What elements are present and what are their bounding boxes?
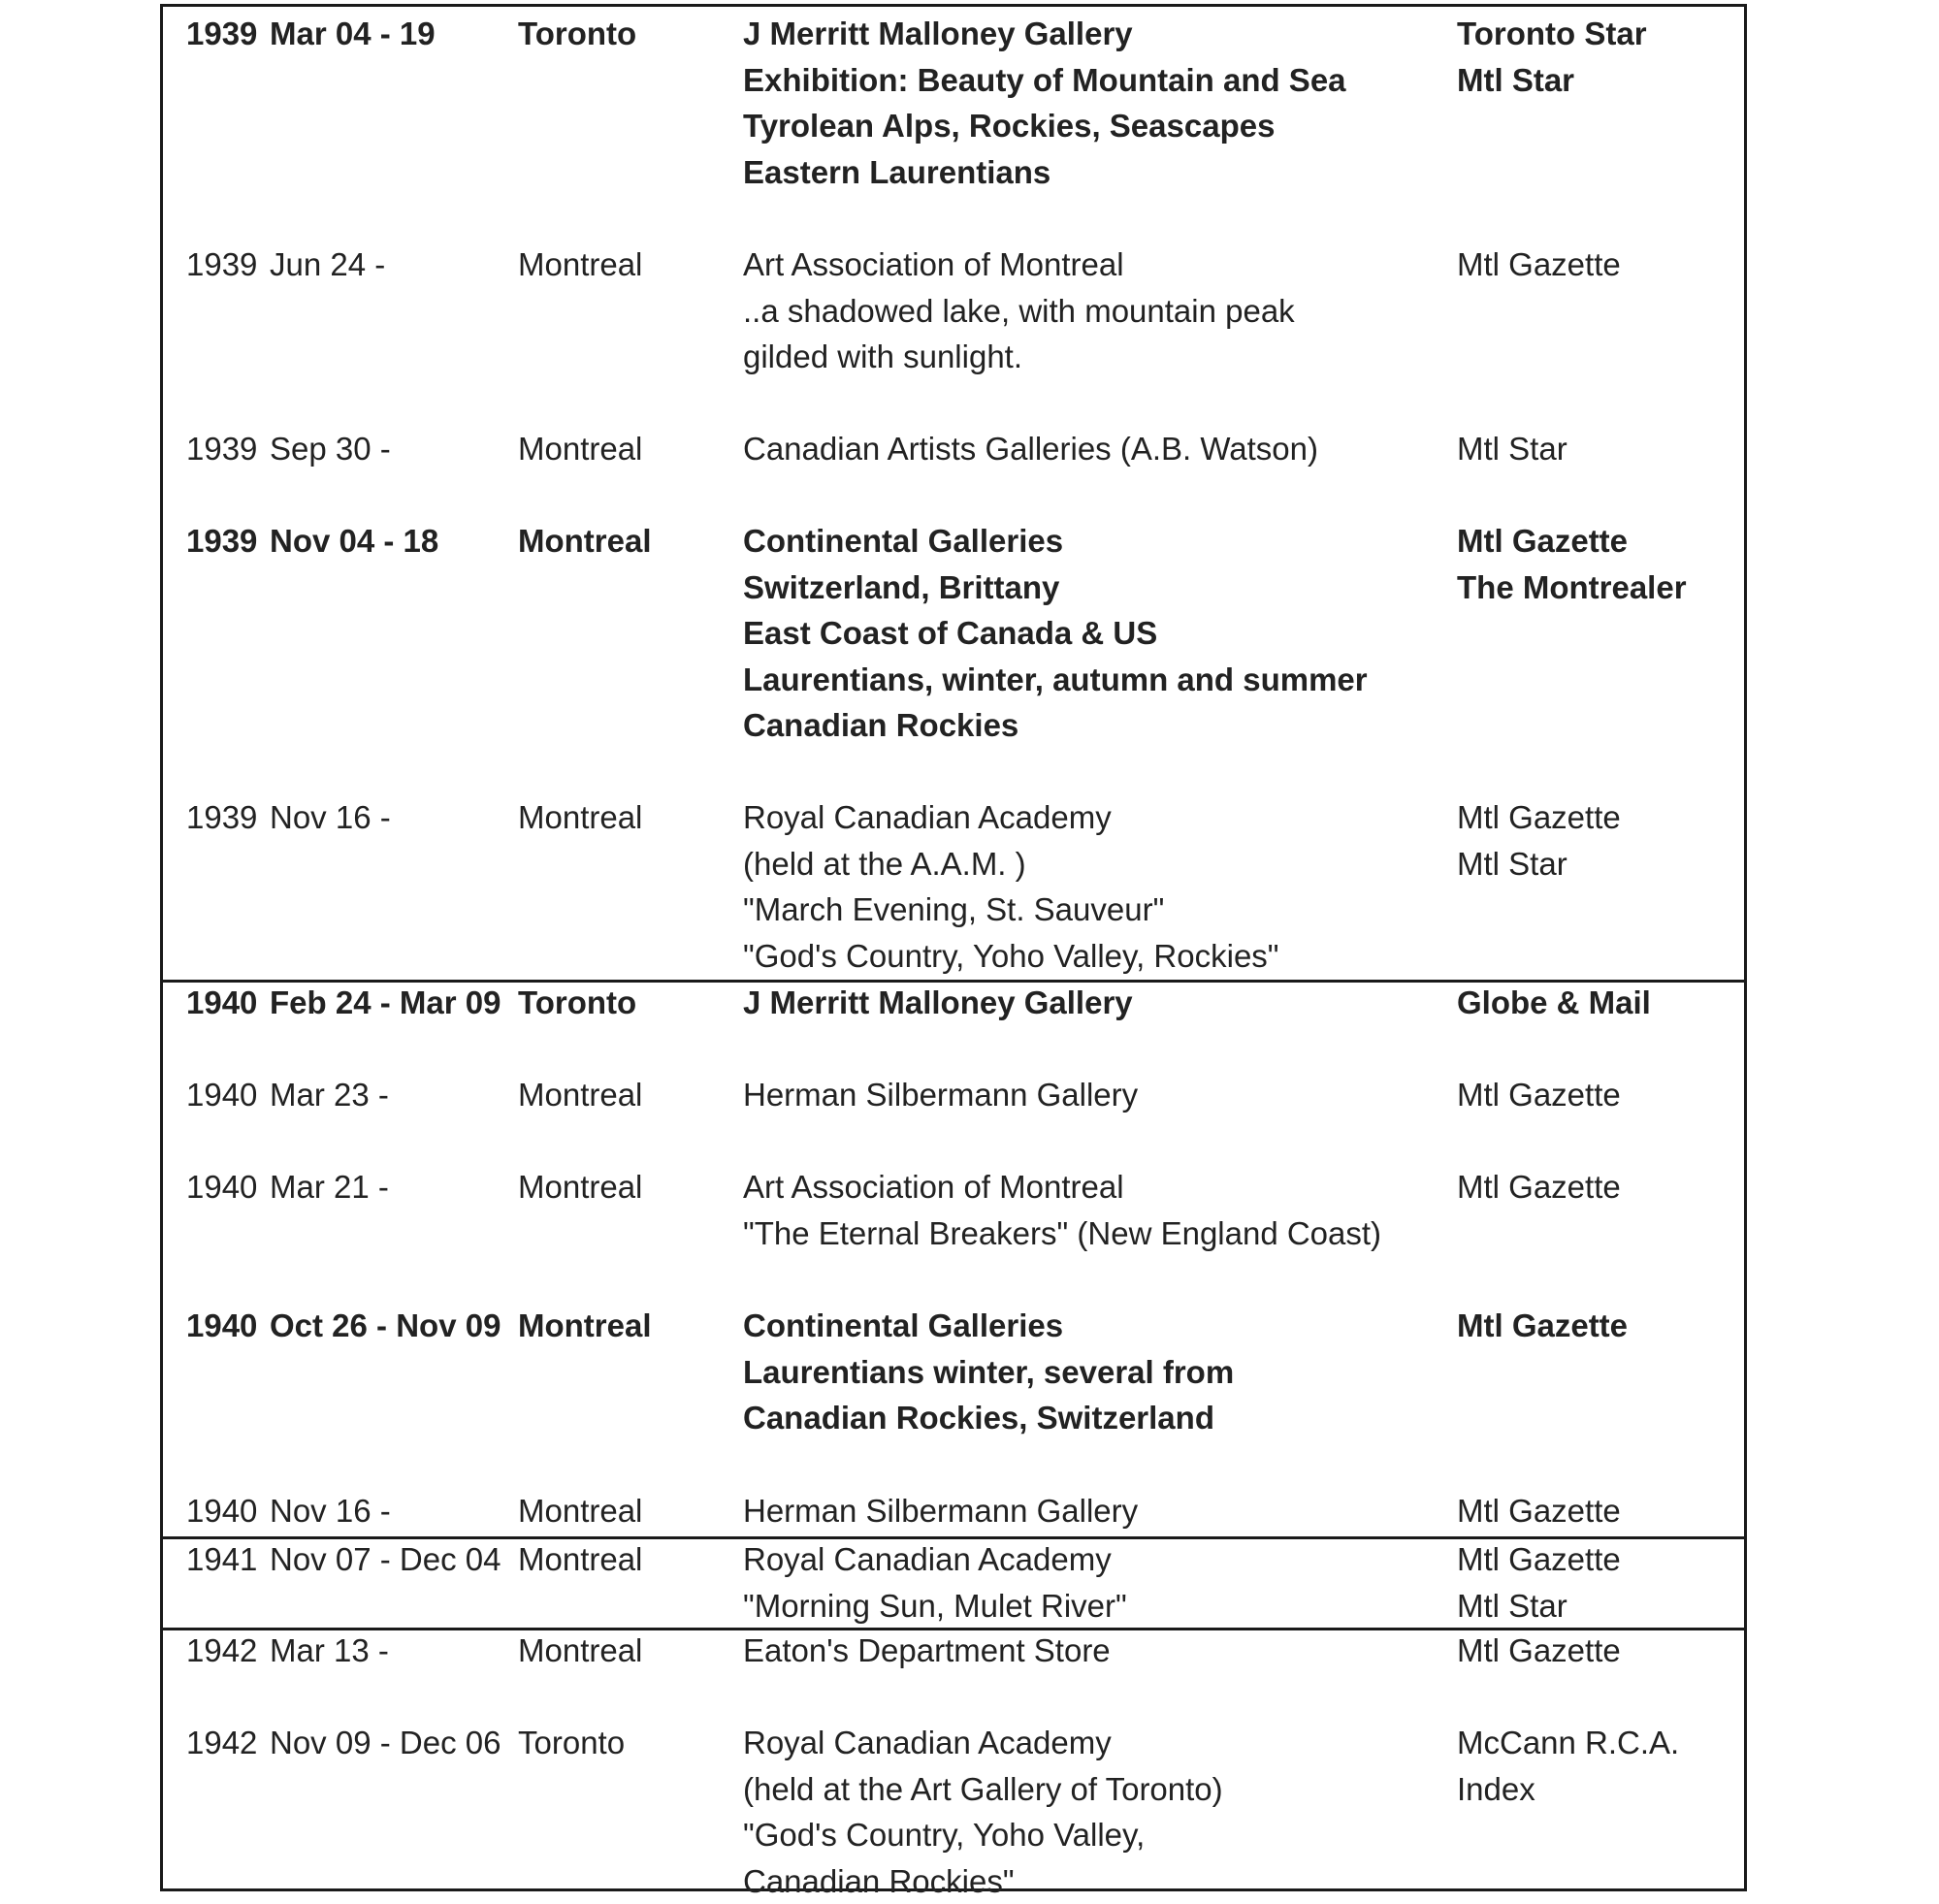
source-line: Mtl Star xyxy=(1457,57,1647,104)
entry-city: Toronto xyxy=(518,11,636,57)
entry-city: Toronto xyxy=(518,980,636,1026)
entry-year: 1940 xyxy=(186,1072,257,1118)
entry-dates: Nov 07 - Dec 04 xyxy=(270,1536,501,1583)
venue-line: Continental Galleries xyxy=(743,1303,1234,1349)
venue-line: gilded with sunlight. xyxy=(743,334,1295,380)
source-line: Mtl Star xyxy=(1457,426,1567,472)
entry-venue xyxy=(743,518,1368,749)
entry-city: Montreal xyxy=(518,1488,642,1534)
entry-venue xyxy=(743,1072,1138,1118)
venue-line: Switzerland, Brittany xyxy=(743,565,1368,611)
entry-year: 1940 xyxy=(186,1488,257,1534)
venue-line: "God's Country, Yoho Valley, xyxy=(743,1812,1223,1858)
entry-dates: Jun 24 - xyxy=(270,242,385,288)
entry-venue xyxy=(743,980,1133,1026)
entry-sources xyxy=(1457,1488,1621,1534)
entry-year: 1940 xyxy=(186,980,257,1026)
entry-venue xyxy=(743,1488,1138,1534)
entry-city: Montreal xyxy=(518,1536,642,1583)
entry-city: Montreal xyxy=(518,1164,642,1210)
source-line: Globe & Mail xyxy=(1457,980,1651,1026)
entry-venue xyxy=(743,794,1279,979)
entry-venue xyxy=(743,1720,1223,1904)
source-line: Mtl Gazette xyxy=(1457,518,1687,565)
source-line: Mtl Gazette xyxy=(1457,1303,1628,1349)
entry-dates: Nov 16 - xyxy=(270,794,391,841)
entry-venue xyxy=(743,1164,1381,1256)
entry-sources xyxy=(1457,518,1687,610)
entry-city: Toronto xyxy=(518,1720,625,1766)
entry-dates: Mar 13 - xyxy=(270,1628,389,1674)
venue-line: ..a shadowed lake, with mountain peak xyxy=(743,288,1295,335)
entry-sources xyxy=(1457,426,1567,472)
venue-line: Tyrolean Alps, Rockies, Seascapes xyxy=(743,103,1346,149)
venue-line: Exhibition: Beauty of Mountain and Sea xyxy=(743,57,1346,104)
venue-line: Canadian Artists Galleries (A.B. Watson) xyxy=(743,426,1318,472)
source-line: Mtl Gazette xyxy=(1457,1628,1621,1674)
venue-line: J Merritt Malloney Gallery xyxy=(743,11,1346,57)
entry-sources xyxy=(1457,1303,1628,1349)
venue-line: East Coast of Canada & US xyxy=(743,610,1368,657)
source-line: Mtl Gazette xyxy=(1457,1488,1621,1534)
entry-year: 1940 xyxy=(186,1303,257,1349)
source-line: Mtl Star xyxy=(1457,1583,1621,1630)
entry-sources xyxy=(1457,1072,1621,1118)
entry-sources xyxy=(1457,242,1621,288)
entry-year: 1940 xyxy=(186,1164,257,1210)
entry-sources xyxy=(1457,794,1621,887)
entry-venue xyxy=(743,1536,1127,1629)
entry-year: 1942 xyxy=(186,1628,257,1674)
source-line: Mtl Star xyxy=(1457,841,1621,887)
entry-dates: Mar 23 - xyxy=(270,1072,389,1118)
source-line: Mtl Gazette xyxy=(1457,1164,1621,1210)
entry-sources xyxy=(1457,980,1651,1026)
venue-line: Royal Canadian Academy xyxy=(743,1720,1223,1766)
source-line: McCann R.C.A. xyxy=(1457,1720,1679,1766)
entry-venue xyxy=(743,1303,1234,1441)
venue-line: (held at the A.A.M. ) xyxy=(743,841,1279,887)
entry-city: Montreal xyxy=(518,1072,642,1118)
venue-line: Royal Canadian Academy xyxy=(743,794,1279,841)
entry-year: 1941 xyxy=(186,1536,257,1583)
source-line: Mtl Gazette xyxy=(1457,242,1621,288)
entry-year: 1939 xyxy=(186,11,257,57)
source-line: Index xyxy=(1457,1766,1679,1813)
entry-venue xyxy=(743,1628,1111,1674)
venue-line: Art Association of Montreal xyxy=(743,1164,1381,1210)
venue-line: Canadian Rockies, Switzerland xyxy=(743,1395,1234,1441)
venue-line: Herman Silbermann Gallery xyxy=(743,1488,1138,1534)
venue-line: Royal Canadian Academy xyxy=(743,1536,1127,1583)
entry-dates: Nov 04 - 18 xyxy=(270,518,438,565)
venue-line: Eastern Laurentians xyxy=(743,149,1346,196)
entry-venue xyxy=(743,11,1346,195)
entry-year: 1939 xyxy=(186,518,257,565)
venue-line: Continental Galleries xyxy=(743,518,1368,565)
entry-year: 1939 xyxy=(186,426,257,472)
venue-line: J Merritt Malloney Gallery xyxy=(743,980,1133,1026)
exhibition-table xyxy=(160,4,1747,1891)
entry-dates: Feb 24 - Mar 09 xyxy=(270,980,501,1026)
entry-dates: Sep 30 - xyxy=(270,426,391,472)
source-line: Toronto Star xyxy=(1457,11,1647,57)
source-line: The Montrealer xyxy=(1457,565,1687,611)
entry-city: Montreal xyxy=(518,1303,652,1349)
entry-venue xyxy=(743,242,1295,380)
venue-line: Canadian Rockies" xyxy=(743,1858,1223,1904)
entry-sources xyxy=(1457,1536,1621,1629)
venue-line: Herman Silbermann Gallery xyxy=(743,1072,1138,1118)
entry-city: Montreal xyxy=(518,426,642,472)
entry-year: 1942 xyxy=(186,1720,257,1766)
entry-sources xyxy=(1457,1628,1621,1674)
venue-line: "The Eternal Breakers" (New England Coast) xyxy=(743,1210,1381,1257)
source-line: Mtl Gazette xyxy=(1457,1536,1621,1583)
entry-dates: Nov 09 - Dec 06 xyxy=(270,1720,501,1766)
venue-line: Laurentians winter, several from xyxy=(743,1349,1234,1396)
entry-city: Montreal xyxy=(518,1628,642,1674)
entry-sources xyxy=(1457,1164,1621,1210)
venue-line: Eaton's Department Store xyxy=(743,1628,1111,1674)
venue-line: (held at the Art Gallery of Toronto) xyxy=(743,1766,1223,1813)
entry-dates: Mar 04 - 19 xyxy=(270,11,436,57)
entry-venue xyxy=(743,426,1318,472)
venue-line: "March Evening, St. Sauveur" xyxy=(743,887,1279,933)
entry-city: Montreal xyxy=(518,518,652,565)
entry-year: 1939 xyxy=(186,242,257,288)
entry-sources xyxy=(1457,1720,1679,1812)
entry-sources xyxy=(1457,11,1647,103)
venue-line: Art Association of Montreal xyxy=(743,242,1295,288)
entry-dates: Oct 26 - Nov 09 xyxy=(270,1303,501,1349)
entry-year: 1939 xyxy=(186,794,257,841)
source-line: Mtl Gazette xyxy=(1457,794,1621,841)
venue-line: Canadian Rockies xyxy=(743,702,1368,749)
entry-city: Montreal xyxy=(518,794,642,841)
venue-line: Laurentians, winter, autumn and summer xyxy=(743,657,1368,703)
venue-line: "Morning Sun, Mulet River" xyxy=(743,1583,1127,1630)
entry-dates: Nov 16 - xyxy=(270,1488,391,1534)
source-line: Mtl Gazette xyxy=(1457,1072,1621,1118)
venue-line: "God's Country, Yoho Valley, Rockies" xyxy=(743,933,1279,980)
entry-city: Montreal xyxy=(518,242,642,288)
entry-dates: Mar 21 - xyxy=(270,1164,389,1210)
